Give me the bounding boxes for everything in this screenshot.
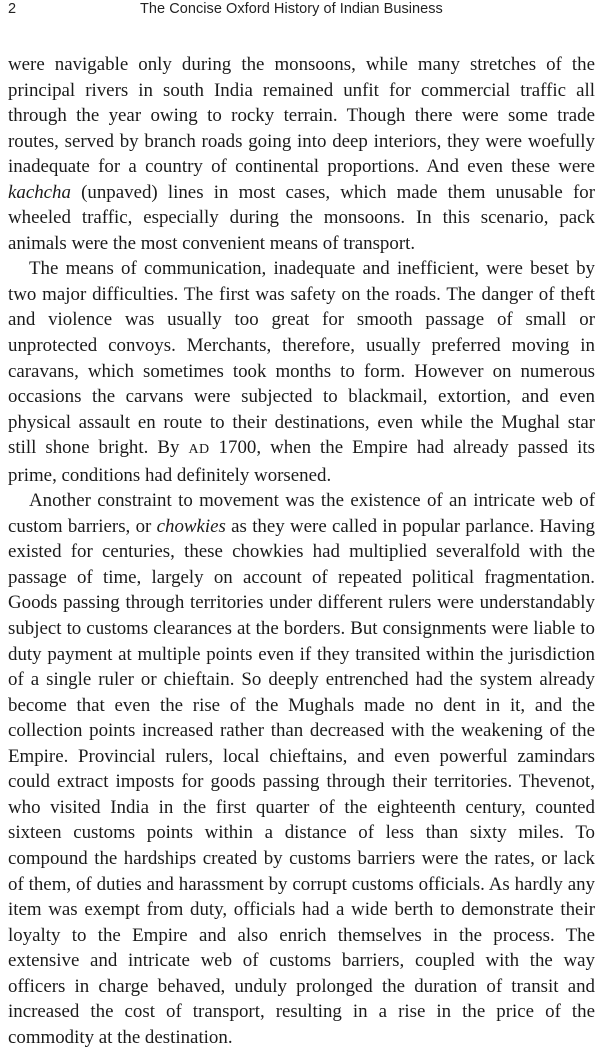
paragraph-1-text-a: were navigable only during the monsoons, while many stretches of the principal rivers in south India remained unfit for commercial traffic all through the year owing to rocky terrain. Though there were some trade routes, served by branch roads going into deep interiors, they were woefully inadequate for a country of continental proportions. And even these were xyxy=(8,54,595,178)
term-kachcha: kachcha xyxy=(8,181,71,203)
paragraph-1 xyxy=(8,52,595,256)
paragraph-1-text-b: (unpaved) lines in most cases, which made them unusable for wheeled traffic, especially during the monsoons. In this scenario, pack animals were the most convenient means of transport. xyxy=(8,181,595,254)
term-chowkies: chowkies xyxy=(156,515,226,537)
body-text xyxy=(8,52,595,1050)
paragraph-2-text-b: 1700, when the Empire had already passed its prime, conditions had definitely worsened. xyxy=(8,437,596,486)
page-number: 2 xyxy=(8,1,17,17)
book-title: The Concise Oxford History of Indian Business xyxy=(140,1,443,17)
paragraph-2-text-a: The means of communication, inadequate and inefficient, were beset by two major difficulties. The first was safety on the roads. The danger of theft and violence was usually too great for smooth passage of small or unprotected convoys. Merchants, therefore, usually preferred moving in caravans, which sometimes took months to form. However on numerous occasions the carvans were subjected to blackmail, extortion, and even physical assault en route to their destinations, even while the Mughal star still shone bright. By xyxy=(8,258,595,459)
running-head xyxy=(8,1,590,23)
era-abbreviation: AD xyxy=(188,442,210,458)
paragraph-2 xyxy=(8,256,595,488)
paragraph-3 xyxy=(8,488,595,1050)
paragraph-3-text-b: as they were called in popular parlance. Having existed for centuries, these chowkies had multiplied severalfold with the passage of time, largely on account of repeated political fragmentation. Goods passing through territories under different rulers were understandably subject to customs clearances at the borders. But consignments were liable to duty payment at multiple points even if they transited within the jurisdiction of a single ruler or chieftain. So deeply entrenched had the system already become that even the rise of the Mughals made no dent in it, and the collection points increased rather than decreased with the weakening of the Empire. Provincial rulers, local chieftains, and even powerful zamindars could extract imposts for goods passing through their territories. Thevenot, who visited India in the first quarter of the eighteenth century, counted sixteen customs points within a distance of less than sixty miles. To compound the hardships created by customs barriers were the rates, or lack of them, of duties and harassment by corrupt customs officials. As hardly any item was exempt from duty, officials had a wide berth to demonstrate their loyalty to the Empire and also enrich themselves in the process. The extensive and intricate web of customs barriers, coupled with the way officers in charge behaved, unduly prolonged the duration of transit and increased the cost of transport, resulting in a rise in the price of the commodity at the destination. xyxy=(8,515,595,1048)
paragraph-3-text-a: Another constraint to movement was the existence of an intricate web of custom barriers, or xyxy=(8,490,595,537)
